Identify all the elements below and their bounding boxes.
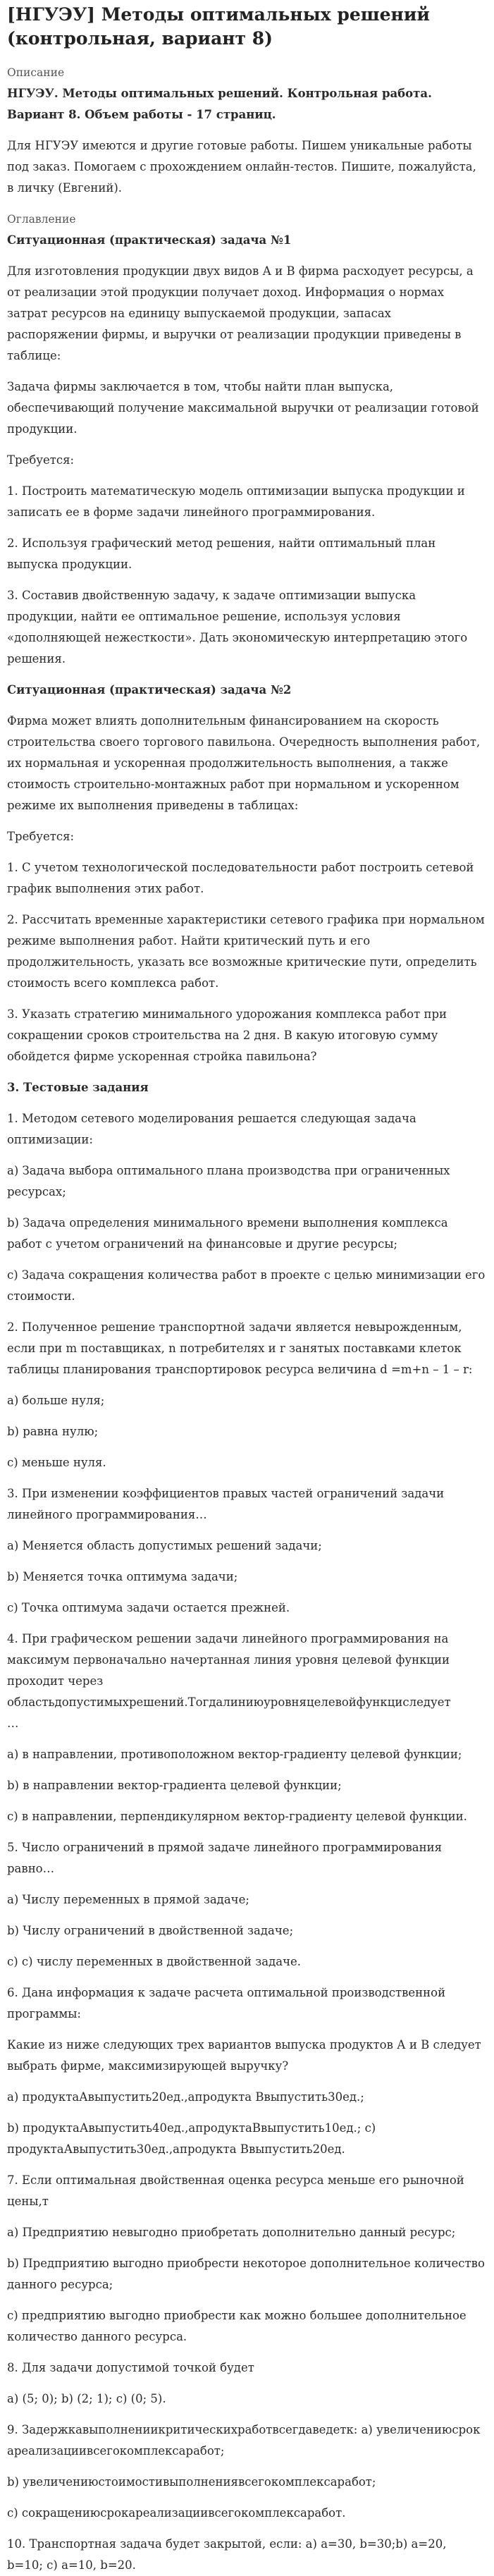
test-line: b) Числу ограничений в двойственной задаче; <box>7 1924 294 1937</box>
tests-heading: 3. Тестовые задания <box>7 1081 149 1094</box>
test-line: 4. При графическом решении задачи линейного программирования на максимум первоначально начертанная линия уровня целевой функции проходит через <box>7 1632 450 1688</box>
test-line: а) больше нуля; <box>7 1394 105 1407</box>
test-line: областьдопустимыхрешений.Тогдалиниюуровняцелевойфункциследует <box>7 1695 451 1709</box>
test-line: с) в направлении, перпендикулярном вектор-градиенту целевой функции. <box>7 1810 467 1823</box>
test-line: 10. Транспортная задача будет закрытой, если: а) a=30, b=30;b) a=20, b=10; с) a=10, b=20. <box>7 2537 447 2572</box>
test-line: b) продуктаАвыпустить40ед.,апродуктаВвыпустить10ед.; с) продуктаАвыпустить30ед.,апродукта Ввыпустить20ед. <box>7 2121 376 2156</box>
task1-item: 3. Составив двойственную задачу, к задаче оптимизации выпуска продукции, найти ее оптимальное решение, используя условия «дополняющей нежесткости». Дать экономическую интерпретацию этого решения. <box>7 589 468 666</box>
page-title: [НГУЭУ] Методы оптимальных решений (контрольная, вариант 8) <box>7 4 430 49</box>
test-line: 5. Число ограничений в прямой задаче линейного программирования равно… <box>7 1841 443 1875</box>
test-line: 3. При изменении коэффициентов правых частей ограничений задачи линейного программирования… <box>7 1487 445 1521</box>
test-line: b) в направлении вектор-градиента целевой функции; <box>7 1779 342 1792</box>
task2-text: Фирма может влиять дополнительным финансированием на скорость строительства своего торгового павильона. Очередность выполнения работ, их нормальная и ускоренная продолжительность выполнения, а также стоимость строительно-монтажных работ при нормальном и ускоренном режиме их выполнения приведены в таблицах: <box>7 714 481 812</box>
test-line: 2. Полученное решение транспортной задачи является невырожденным, если при m поставщиках, n потребителях и r занятых поставками клеток таблицы планирования транспортировок ресурса величина d =m+n – 1 – r: <box>7 1320 473 1376</box>
description-text: Для НГУЭУ имеются и другие готовые работы. Пишем уникальные работы под заказ. Помогаем с прохождением онлайн-тестов. Пишите, пожалуйста, в личку (Евгений). <box>7 139 476 195</box>
test-line: 9. Задержкавыполнениикритическихработвсегдаведетк: а) увеличениюсрокареализациивсегокомплексаработ; <box>7 2423 481 2458</box>
test-line: Какие из ниже следующих трех вариантов выпуска продуктов А и В следует выбрать фирме, максимизирующей выручку? <box>7 2038 481 2073</box>
test-line: b) Меняется точка оптимума задачи; <box>7 1570 238 1583</box>
test-line: 8. Для задачи допустимой точкой будет <box>7 2361 254 2374</box>
test-line: с) меньше нуля. <box>7 1456 106 1469</box>
test-line: b) увеличениюстоимостивыполнениявсегокомплексаработ; <box>7 2475 376 2489</box>
test-line: а) (5; 0); b) (2; 1); с) (0; 5). <box>7 2392 166 2405</box>
task2-item: 1. С учетом технологической последовательности работ построить сетевой график выполнения этих работ. <box>7 861 474 895</box>
test-line: с) Точка оптимума задачи остается прежней. <box>7 1601 290 1614</box>
test-line: а) в направлении, противоположном вектор-градиенту целевой функции; <box>7 1748 462 1761</box>
test-line: а) Задача выбора оптимального плана производства при ограниченных ресурсах; <box>7 1164 450 1198</box>
task1-heading: Ситуационная (практическая) задача №1 <box>7 233 292 247</box>
test-line: b) Задача определения минимального времени выполнения комплекса работ с учетом ограничений на финансовые и другие ресурсы; <box>7 1216 448 1251</box>
test-line: с) с) числу переменных в двойственной задаче. <box>7 1955 302 1968</box>
description-label: Описание <box>7 66 65 79</box>
test-line: 1. Методом сетевого моделирования решается следующая задача оптимизации: <box>7 1112 416 1146</box>
task2-item: 2. Рассчитать временные характеристики сетевого графика при нормальном режиме выполнения работ. Найти критический путь и его продолжительность, указать все возможные критические пути, определить стоимость всего комплекса работ. <box>7 913 485 990</box>
test-line: с) сокращениюсрокареализациивсегокомплексаработ. <box>7 2506 346 2520</box>
required-label: Требуется: <box>7 830 75 843</box>
test-line: с) Задача сокращения количества работ в проекте с целью минимизации его стоимости. <box>7 1268 486 1303</box>
toc-label: Оглавление <box>7 213 76 226</box>
description-bold: НГУЭУ. Методы оптимальных решений. Контрольная работа. Вариант 8. Объем работы - 17 страниц. <box>7 87 432 121</box>
test-line: b) Предприятию выгодно приобрести некоторое дополнительное количество данного ресурса; <box>7 2257 485 2291</box>
test-line: 7. Если оптимальная двойственная оценка ресурса меньше его рыночной цены,т <box>7 2173 464 2208</box>
test-line: а) Меняется область допустимых решений задачи; <box>7 1539 322 1552</box>
task1-item: 2. Используя графический метод решения, найти оптимальный план выпуска продукции. <box>7 536 436 571</box>
task1-text: Для изготовления продукции двух видов А и В фирма расходует ресурсы, а от реализации этой продукции получает доход. Информация о нормах затрат ресурсов на единицу выпускаемой продукции, запасах распоряжении фирмы, и выручки от реализации продукции приведены в таблице: <box>7 264 474 362</box>
task2-heading: Ситуационная (практическая) задача №2 <box>7 683 292 697</box>
test-line: а) Предприятию невыгодно приобретать дополнительно данный ресурс; <box>7 2226 456 2239</box>
test-line: b) равна нулю; <box>7 1425 99 1438</box>
test-line: 6. Дана информация к задаче расчета оптимальной производственной программы: <box>7 1986 446 2020</box>
test-line: с) предприятию выгодно приобрести как можно большее дополнительное количество данного ресурса. <box>7 2309 467 2343</box>
required-label: Требуется: <box>7 453 75 467</box>
task1-goal: Задача фирмы заключается в том, чтобы найти план выпуска, обеспечивающий получение максимальной выручки от реализации готовой продукции. <box>7 380 479 436</box>
test-line: … <box>7 1717 19 1730</box>
test-line: а) Числу переменных в прямой задаче; <box>7 1893 249 1906</box>
task2-item: 3. Указать стратегию минимального удорожания комплекса работ при сокращении сроков строительства на 2 дня. В какую итоговую сумму обойдется фирме ускоренная стройка павильона? <box>7 1007 447 1063</box>
test-line: а) продуктаАвыпустить20ед.,апродукта Ввыпустить30ед.; <box>7 2090 364 2104</box>
task1-item: 1. Построить математическую модель оптимизации выпуска продукции и записать ее в форме задачи линейного программирования. <box>7 484 465 519</box>
